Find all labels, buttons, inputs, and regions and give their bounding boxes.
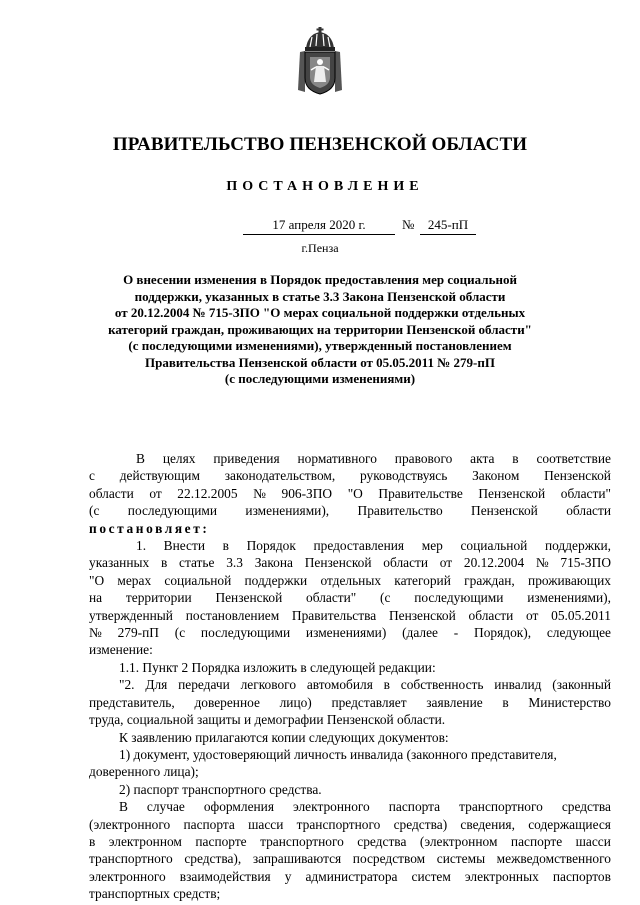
body-line: В целях приведения нормативного правового акта в соответствие: [136, 451, 611, 466]
body-line: 1.1. Пункт 2 Порядка изложить в следующей редакции:: [119, 659, 436, 675]
body-line: с действующим законодательством, руководствуясь Законом Пензенской: [89, 468, 611, 484]
body-line: доверенного лица);: [89, 764, 199, 780]
subject-line: О внесении изменения в Порядок предоставления мер социальной: [123, 272, 517, 287]
date-number-row: [0, 215, 640, 237]
body-line: 1. Внести в Порядок предоставления мер социальной поддержки,: [136, 538, 611, 554]
coat-of-arms-emblem: [296, 26, 344, 96]
body-line: указанных в статье 3.3 Закона Пензенской области от 20.12.2004 № 715-ЗПО: [89, 555, 611, 571]
body-line: № 279-пП (с последующими изменениями) (далее - Порядок), следующее: [89, 625, 611, 641]
body-line: в электронном паспорте транспортного средства (электронном паспорте шасси: [89, 833, 611, 849]
document-subject: [100, 272, 540, 388]
body-line: изменение:: [89, 642, 153, 658]
body-line: на территории Пензенской области" (с последующими изменениями),: [89, 590, 611, 606]
body-line: (с последующими изменениями), Правительство Пензенской области: [89, 503, 611, 519]
body-line: утвержденный постановлением Правительства Пензенской области от 05.05.2011: [89, 607, 611, 623]
subject-line: Правительства Пензенской области от 05.05.2011 № 279-пП: [145, 354, 495, 370]
number-sign: №: [402, 217, 415, 232]
body-line: 2) паспорт транспортного средства.: [119, 781, 322, 797]
document-number: 245-пП: [420, 215, 476, 235]
body-line: "2. Для передачи легкового автомобиля в собственность инвалид (законный: [119, 677, 611, 693]
subject-line: категорий граждан, проживающих на территории Пензенской области": [108, 321, 532, 337]
document-body: [89, 450, 611, 903]
body-line: электронного взаимодействия у администратора систем электронных паспортов: [89, 868, 611, 884]
document-type: ПОСТАНОВЛЕНИЕ: [226, 179, 424, 194]
subject-line: от 20.12.2004 № 715-ЗПО "О мерах социальной поддержки отдельных: [114, 305, 526, 320]
body-line: 1) документ, удостоверяющий личность инвалида (законного представителя,: [119, 746, 557, 762]
document-date: 17 апреля 2020 г.: [243, 215, 395, 235]
body-line: представитель, доверенное лицо) представляет заявление в Министерство: [89, 694, 611, 710]
body-line: области от 22.12.2005 № 906-ЗПО "О Правительстве Пензенской области": [89, 485, 611, 501]
body-line: (электронного паспорта шасси транспортного средства) сведения, содержащиеся: [89, 816, 611, 832]
body-line: труда, социальной защиты и демографии Пензенской области.: [89, 712, 446, 728]
subject-line: (с последующими изменениями), утвержденный постановлением: [128, 338, 512, 353]
government-title: ПРАВИТЕЛЬСТВО ПЕНЗЕНСКОЙ ОБЛАСТИ: [112, 134, 528, 155]
subject-line: (с последующими изменениями): [224, 371, 416, 386]
city: г.Пенза: [301, 241, 339, 255]
body-line: В случае оформления электронного паспорта транспортного средства: [119, 799, 611, 815]
body-line: транспортных средств;: [89, 886, 221, 902]
subject-line: поддержки, указанных в статье 3.3 Закона Пензенской области: [134, 288, 506, 304]
body-line: транспортного средства), запрашиваются посредством системы межведомственного: [89, 851, 611, 867]
body-line: "О мерах социальной поддержки отдельных категорий граждан, проживающих: [89, 572, 611, 588]
body-line: К заявлению прилагаются копии следующих документов:: [119, 729, 449, 745]
resolves-word: постановляет:: [89, 520, 210, 536]
